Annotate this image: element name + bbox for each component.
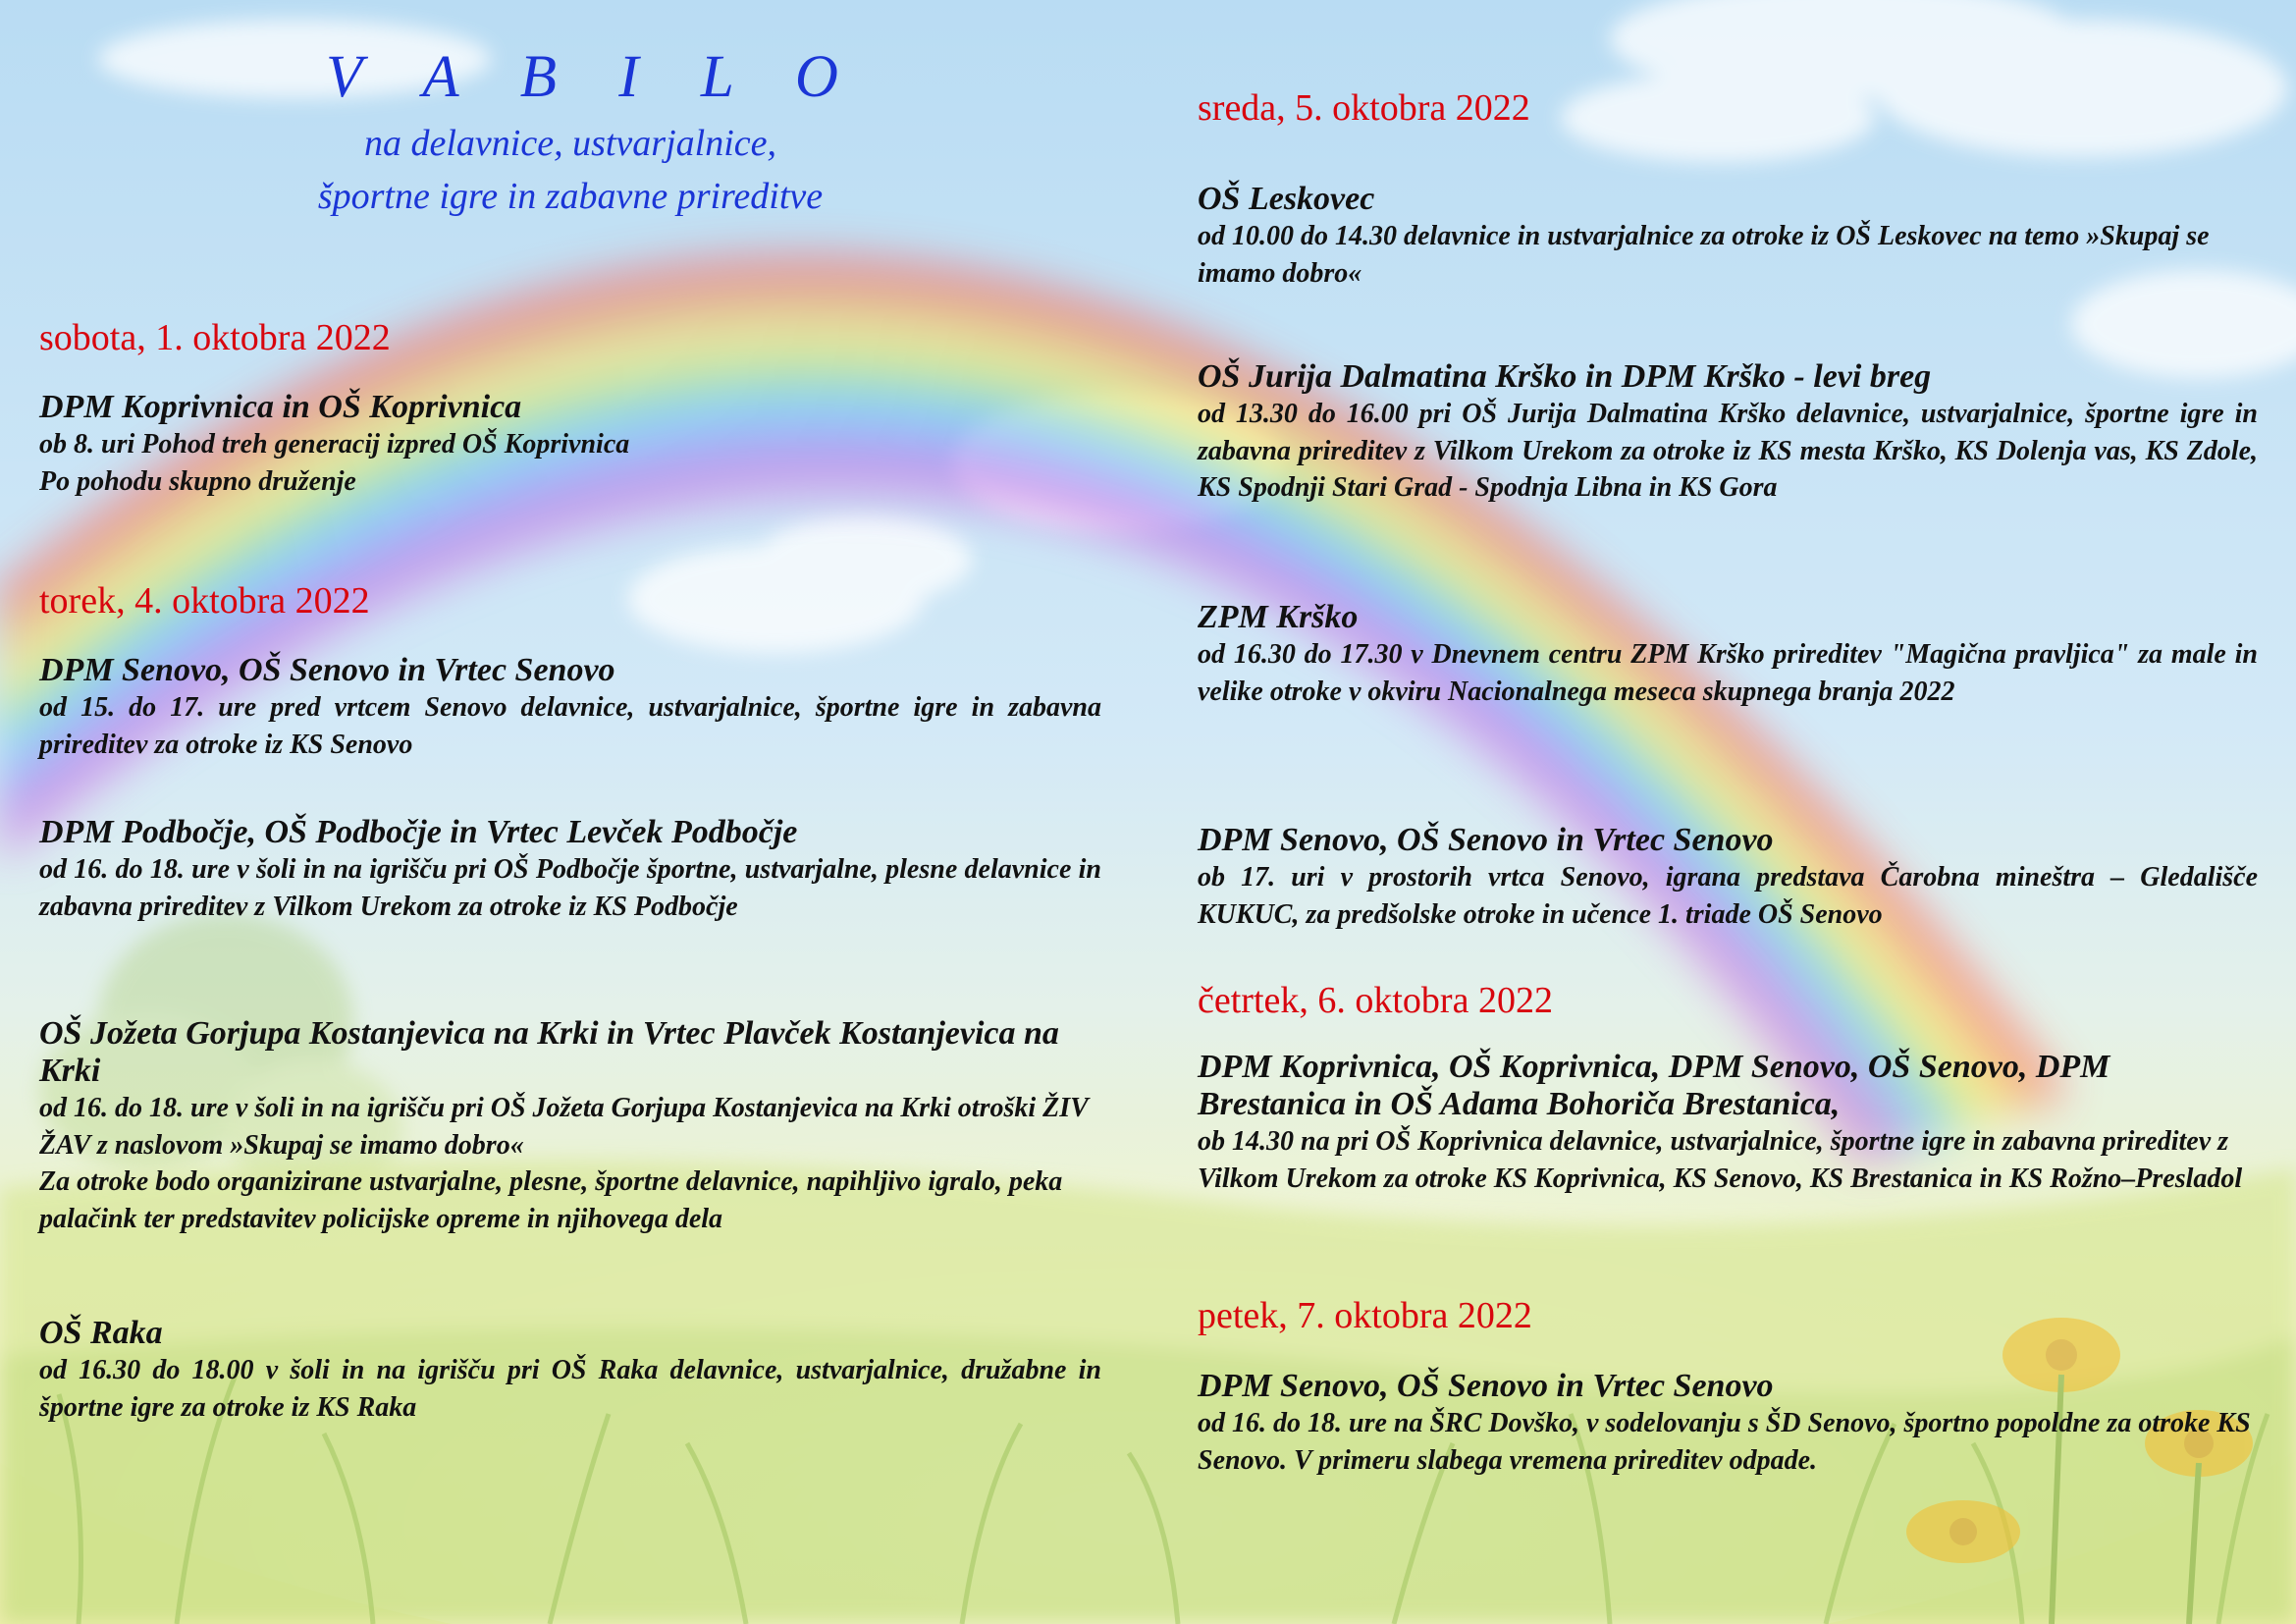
- event-organizer: OŠ Leskovec: [1198, 181, 1375, 217]
- event-podbocje-workshops: [39, 814, 1101, 925]
- event-description-extra: Za otroke bodo organizirane ustvarjalne, plesne, športne delavnice, napihljivo igralo, peka palačink ter predstavitev policijske opreme in njihovega dela: [39, 1166, 1063, 1234]
- event-raka-games: [39, 1315, 1101, 1426]
- event-description: od 16. do 18. ure v šoli in na igrišču pri OŠ Podbočje športne, ustvarjalne, plesne delavnice in zabavna prireditev z Vilkom Urekom za otroke iz KS Podbočje: [39, 854, 1101, 922]
- event-organizer: OŠ Raka: [39, 1315, 163, 1351]
- day-heading-tuesday: torek, 4. oktobra 2022: [39, 580, 370, 622]
- event-organizer: DPM Senovo, OŠ Senovo in Vrtec Senovo: [1198, 1368, 1774, 1404]
- event-zpm-krsko-story: [1198, 599, 2258, 710]
- event-organizer: OŠ Jožeta Gorjupa Kostanjevica na Krki in Vrtec Plavček Kostanjevica na Krki: [39, 1015, 1059, 1089]
- event-organizer: DPM Koprivnica, OŠ Koprivnica, DPM Senovo, OŠ Senovo, DPM Brestanica in OŠ Adama Bohoriča Brestanica,: [1198, 1049, 2110, 1122]
- event-krsko-dalmatin: [1198, 358, 2258, 507]
- event-organizer: ZPM Krško: [1198, 599, 1359, 635]
- event-description: ob 17. uri v prostorih vrtca Senovo, igrana predstava Čarobna mineštra – Gledališče KUKUC, za predšolske otroke in učence 1. triade OŠ Senovo: [1198, 862, 2258, 930]
- event-koprivnica-joint: [1198, 1049, 2258, 1197]
- invitation-subtitle-line-2: športne igre in zabavne prireditve: [317, 176, 824, 217]
- event-description-line: Po pohodu skupno druženje: [39, 465, 356, 497]
- event-description: od 15. do 17. ure pred vrtcem Senovo delavnice, ustvarjalnice, športne igre in zabavna prireditev za otroke iz KS Senovo: [39, 692, 1101, 760]
- event-leskovec-workshops: [1198, 181, 2258, 292]
- event-organizer: DPM Koprivnica in OŠ Koprivnica: [39, 389, 522, 425]
- event-description: od 16. do 18. ure v šoli in na igrišču pri OŠ Jožeta Gorjupa Kostanjevica na Krki otroški ŽIV ŽAV z naslovom »Skupaj se imamo dobro«: [39, 1093, 1089, 1161]
- event-organizer: DPM Senovo, OŠ Senovo in Vrtec Senovo: [1198, 822, 1774, 858]
- day-heading-wednesday: sreda, 5. oktobra 2022: [1198, 87, 1530, 129]
- event-description: od 13.30 do 16.00 pri OŠ Jurija Dalmatina Krško delavnice, ustvarjalnice, športne igre in zabavna prireditev z Vilkom Urekom za otroke iz KS mesta Krško, KS Dolenja vas, KS Zdole, KS Spodnji Stari Grad - Spodnja Libna in KS Gora: [1198, 399, 2258, 503]
- invitation-title: V A B I L O: [326, 44, 862, 110]
- day-heading-thursday: četrtek, 6. oktobra 2022: [1198, 980, 1553, 1021]
- event-koprivnica-hike: [39, 389, 1101, 500]
- event-description: od 16.30 do 18.00 v šoli in na igrišču pri OŠ Raka delavnice, ustvarjalnice, družabne in športne igre za otroke iz KS Raka: [39, 1355, 1101, 1423]
- day-heading-friday: petek, 7. oktobra 2022: [1198, 1295, 1532, 1336]
- event-organizer: DPM Podbočje, OŠ Podbočje in Vrtec Levček Podbočje: [39, 814, 798, 850]
- event-description: od 16.30 do 17.30 v Dnevnem centru ZPM Krško prireditev "Magična pravljica" za male in velike otroke v okviru Nacionalnega meseca skupnega branja 2022: [1198, 639, 2258, 707]
- event-senovo-play: [1198, 822, 2258, 933]
- invitation-subtitle-line-1: na delavnice, ustvarjalnice,: [364, 123, 776, 164]
- event-description: od 16. do 18. ure na ŠRC Dovško, v sodelovanju s ŠD Senovo, športno popoldne za otroke KS Senovo. V primeru slabega vremena prireditev odpade.: [1198, 1408, 2251, 1476]
- event-description: od 10.00 do 14.30 delavnice in ustvarjalnice za otroke iz OŠ Leskovec na temo »Skupaj se imamo dobro«: [1198, 221, 2210, 289]
- event-organizer: OŠ Jurija Dalmatina Krško in DPM Krško - levi breg: [1198, 358, 1932, 395]
- event-senovo-workshops: [39, 652, 1101, 763]
- event-kostanjevica-ziv-zav: [39, 1015, 1101, 1237]
- event-description: ob 14.30 na pri OŠ Koprivnica delavnice, ustvarjalnice, športne igre in zabavna prireditev z Vilkom Urekom za otroke KS Koprivnica, KS Senovo, KS Brestanica in KS Rožno–Presladol: [1198, 1126, 2243, 1194]
- event-description-line: ob 8. uri Pohod treh generacij izpred OŠ Koprivnica: [39, 429, 630, 460]
- day-heading-saturday: sobota, 1. oktobra 2022: [39, 317, 391, 358]
- event-dovsko-sports: [1198, 1368, 2258, 1479]
- event-organizer: DPM Senovo, OŠ Senovo in Vrtec Senovo: [39, 652, 615, 688]
